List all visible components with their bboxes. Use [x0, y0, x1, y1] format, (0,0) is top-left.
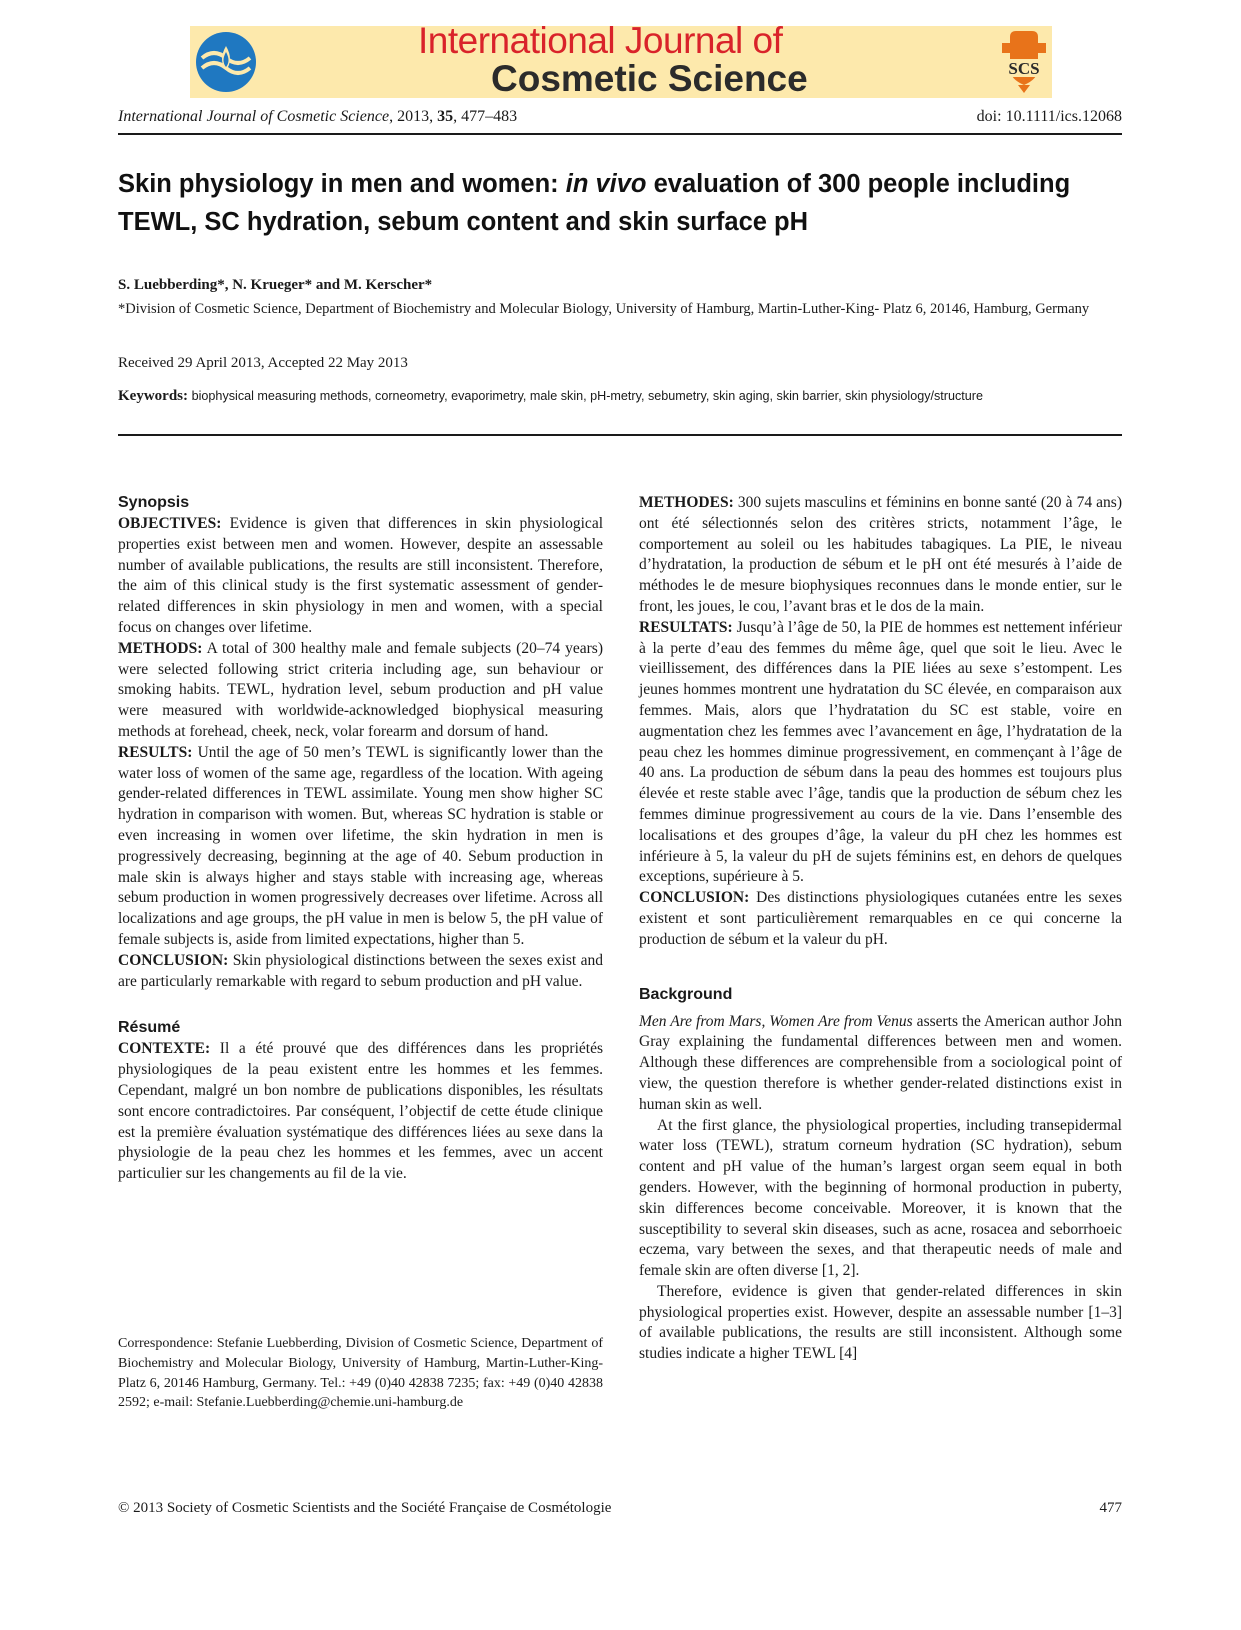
received-dates: Received 29 April 2013, Accepted 22 May 2013 — [118, 355, 408, 371]
background-paragraph-1: Men Are from Mars, Women Are from Venus asserts the American author John Gray explaining the fundamental differences between men and women. Although these differences are comprehensible from a sociological point of view, the question therefore is whether gender-related distinctions exist in human skin as well. — [639, 1012, 1123, 1113]
doi: doi: 10.1111/ics.12068 — [976, 108, 1122, 125]
synopsis-heading: Synopsis — [118, 494, 190, 511]
citation-volume: 35 — [437, 108, 454, 125]
right-column — [639, 493, 1122, 1365]
background-heading: Background — [639, 985, 733, 1003]
society-logo-icon — [1000, 29, 1048, 95]
copyright: © 2013 Society of Cosmetic Scientists and the Société Française de Cosmétologie — [118, 1500, 612, 1516]
synopsis-conclusion: CONCLUSION: Skin physiological distinctions between the sexes exist and are particularly remarkable with regard to sebum production and pH value. — [118, 951, 603, 990]
synopsis-methods: METHODS: A total of 300 healthy male and female subjects (20–74 years) were selected following strict criteria including age, sun behaviour or smoking habits. TEWL, hydration level, sebum production and pH value were measured with worldwide-acknowledged biophysical measuring methods at forehead, cheek, neck, volar forearm and dorsum of hand. — [118, 639, 603, 740]
resume-conclusion: CONCLUSION: Des distinctions physiologiques cutanées entre les sexes existent et sont particulièrement remarquables en ce qui concerne la production de sébum et la valeur du pH. — [639, 889, 1122, 948]
citation-journal: International Journal of Cosmetic Science — [118, 108, 390, 125]
background-paragraph-2: At the first glance, the physiological properties, including transepidermal water loss (TEWL), stratum corneum hydration (SC hydration), sebum content and pH value of the human’s largest organ seem equal in both genders. However, with the beginning of hormonal production in puberty, skin differences become conceivable. Moreover, it is known that the susceptibility to several skin diseases, such as acne, rosacea and seborrhoeic eczema, vary between the sexes, and that therapeutic needs of male and female skin are often diverse [1, 2]. — [639, 1116, 1122, 1280]
citation-year: , 2013, — [389, 108, 438, 125]
journal-title-line2: Cosmetic Science — [491, 58, 808, 99]
keywords-label: Keywords: — [118, 388, 188, 404]
resume-resultats: RESULTATS: Jusqu’à l’âge de 50, la PIE de hommes est nettement inférieur à la perte d’eau des femmes du même âge, quel que soit le lieu. Avec le vieillissement, des différences dans la PIE liées au sexe s’estompent. Les jeunes hommes montrent une hydratation du SC élevée, en comparaison aux femmes. Mais, alors que l’hydratation du SC est stable, voire en augmentation chez les femmes avec l’avancement en âge, l’hydratation de la peau chez les hommes diminue progressivement, en commençant à l’âge de 40 ans. La production de sébum dans la peau des hommes est toujours plus élevée et reste stable avec l’âge, tandis que la production de sébum chez les femmes diminue progressivement au cours de la vie. Dans l’ensemble des localisations et des groupes d’âge, la valeur du pH chez les hommes est inférieure à 5, la valeur du pH de sujets féminins est, en dehors de quelques exceptions, supérieure à 5. — [639, 618, 1122, 886]
authors: S. Luebberding*, N. Krueger* and M. Kerscher* — [118, 277, 433, 293]
society-logo-text: SCS — [1008, 59, 1040, 78]
resume-methodes: METHODES: 300 sujets masculins et féminins en bonne santé (20 à 74 ans) ont été sélectionnés selon des critères stricts, notamment l’âge, le comportement au soleil ou les habitudes tabagiques. La PIE, le niveau d’hydratation, la production de sébum et le pH ont été mesurés à l’aide de méthodes le de mesure biophysiques reconnues dans le monde entier, sur le front, les joues, le cou, l’avant bras et le dos de la main. — [639, 494, 1123, 615]
header-rule — [118, 133, 1122, 135]
affiliation: *Division of Cosmetic Science, Department of Biochemistry and Molecular Biology, University of Hamburg, Martin-Luther-King- Platz 6, 20146, Hamburg, Germany — [118, 301, 1090, 317]
background-paragraph-3: Therefore, evidence is given that gender-related differences in skin physiological properties exist. However, despite an assessable number [1–3] of available publications, the results are still inconsistent. Although some studies indicate a higher TEWL [4] — [639, 1282, 1122, 1363]
keywords — [118, 388, 1128, 405]
keywords-text: biophysical measuring methods, corneometry, evaporimetry, male skin, pH-metry, sebumetry, skin aging, skin barrier, skin physiology/structure — [191, 389, 984, 403]
page-number: 477 — [1099, 1500, 1122, 1516]
correspondence: Correspondence: Stefanie Luebberding, Division of Cosmetic Science, Department of Biochemistry and Molecular Biology, University of Hamburg, Martin-Luther-King- Platz 6, 20146 Hamburg, Germany. Tel.: +49 (0)40 42838 7235; fax: +49 (0)40 42838 2592; e-mail: Stefanie.Luebberding@chemie.uni-hamburg.de — [118, 1336, 603, 1411]
journal-logo-icon — [190, 26, 262, 98]
article-title: Skin physiology in men and women: in vivo evaluation of 300 people including TEWL, SC hydration, sebum content and skin surface pH — [118, 170, 1071, 236]
synopsis-results: RESULTS: Until the age of 50 men’s TEWL is significantly lower than the water loss of women of the same age, regardless of the location. With ageing gender-related differences in TEWL assimilate. Young men show higher SC hydration in comparison with women. But, whereas SC hydration is stable or even increasing in women over lifetime, the skin hydration in men is progressively decreasing, beginning at the age of 40. Sebum production in male skin is always higher and stays stable with increasing age, whereas sebum production in women progressively decreases over lifetime. Across all localizations and age groups, the pH value in men is below 5, the pH value of female subjects is, aside from limited expectations, higher than 5. — [118, 743, 603, 948]
page-footer — [118, 1500, 1122, 1517]
journal-title-line1: International Journal of — [418, 20, 783, 61]
synopsis-objectives: OBJECTIVES: Evidence is given that differences in skin physiological properties exist between men and women. However, despite an assessable number of available publications, the results are still inconsistent. Therefore, the aim of this clinical study is the first systematic assessment of gender-related differences in skin physiology in men and women, with a special focus on changes over lifetime. — [118, 515, 604, 636]
citation-pages: , 477–483 — [453, 108, 518, 125]
left-column — [118, 493, 603, 1185]
running-head — [118, 108, 1122, 130]
resume-heading: Résumé — [118, 1019, 181, 1037]
resume-contexte: CONTEXTE: Il a été prouvé que des différences dans les propriétés physiologiques de la peau existent entre les hommes et les femmes. Cependant, malgré un bon nombre de publications disponibles, les résultats sont encore contradictoires. Par conséquent, l’objectif de cette étude clinique est la première évaluation systématique des différences liées au sexe dans la physiologie de la peau chez les hommes et les femmes, avec un accent particulier sur les changements au fil de la vie. — [118, 1040, 604, 1183]
section-rule — [118, 434, 1122, 436]
